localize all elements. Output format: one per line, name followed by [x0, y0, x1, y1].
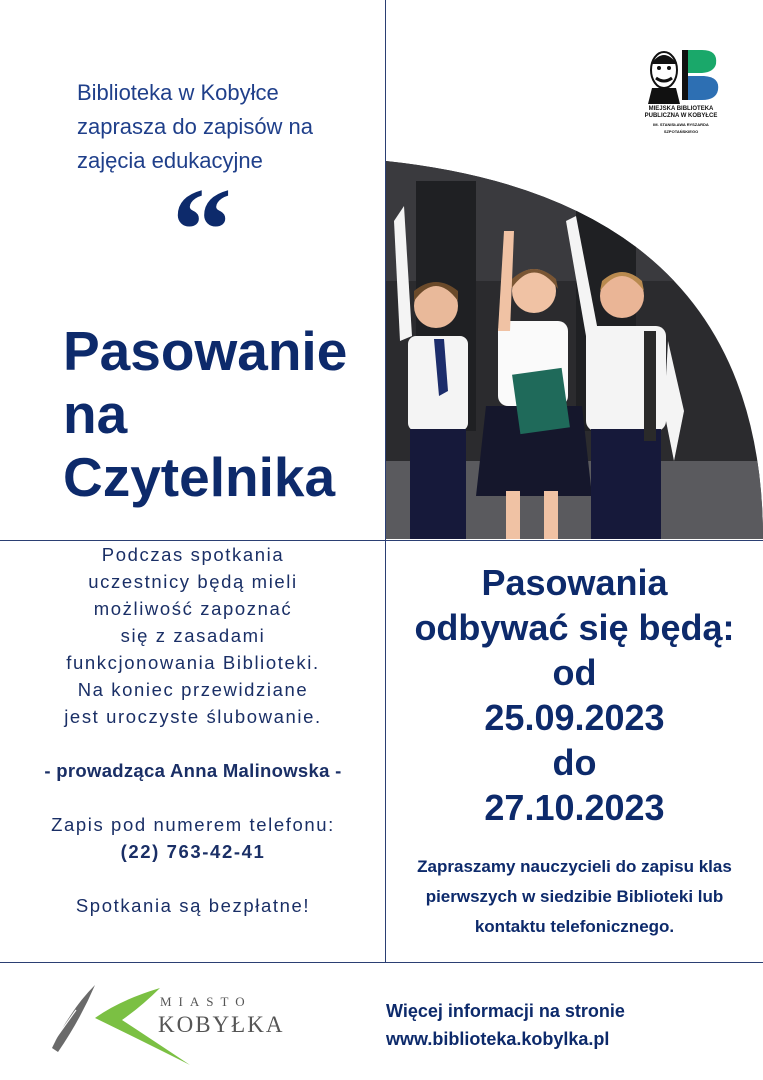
city-logo	[50, 980, 310, 1070]
intro-line: Biblioteka w Kobyłce	[77, 80, 279, 105]
phone-number: (22) 763-42-41	[120, 841, 266, 862]
city-logo-small: MIASTO	[160, 994, 252, 1009]
library-logo-line2: PUBLICZNA W KOBYŁCE	[644, 113, 718, 119]
more-info	[386, 997, 625, 1053]
website-link[interactable]: www.biblioteka.kobylka.pl	[386, 1029, 610, 1049]
description-line: możliwość zapoznać	[93, 598, 293, 619]
description-line: Podczas spotkania	[101, 544, 285, 565]
date-from: 25.09.2023	[484, 697, 665, 738]
more-info-label: Więcej informacji na stronie	[386, 1001, 625, 1021]
library-logo-line3: IM. STANISŁAWA RYSZARDA SZPOTAŃSKIEGO	[653, 122, 709, 134]
description-line: jest uroczyste ślubowanie.	[64, 706, 322, 727]
divider-footer	[0, 962, 763, 963]
title-line: Pasowanie	[63, 320, 348, 382]
library-logo-line1: MIEJSKA BIBLIOTEKA	[648, 106, 714, 112]
date-from-label: od	[552, 652, 597, 693]
invite-line: Zapraszamy nauczycieli do zapisu klas	[417, 857, 732, 876]
quote-mark: “	[172, 163, 232, 296]
description-block	[0, 541, 386, 919]
date-to: 27.10.2023	[484, 787, 665, 828]
signup-label: Zapis pod numerem telefonu:	[51, 814, 335, 835]
library-logo-icon	[636, 44, 726, 106]
description-line: Na koniec przewidziane	[77, 679, 309, 700]
dates-heading-line1: Pasowania	[481, 562, 668, 603]
children-photo	[386, 161, 763, 539]
title-line: na	[63, 383, 128, 445]
event-title	[63, 320, 383, 509]
invite-line: kontaktu telefonicznego.	[474, 917, 675, 936]
teacher-invite	[386, 852, 763, 942]
description-line: uczestnicy będą mieli	[88, 571, 298, 592]
invite-line: pierwszych w siedzibie Biblioteki lub	[425, 887, 724, 906]
title-line: Czytelnika	[63, 446, 336, 508]
free-note: Spotkania są bezpłatne!	[75, 895, 311, 916]
intro-line: zajęcia edukacyjne	[77, 148, 263, 173]
intro-line: zaprasza do zapisów na	[77, 114, 314, 139]
leader-name: - prowadząca Anna Malinowska -	[44, 760, 342, 781]
dates-block	[386, 560, 763, 830]
dates-heading-line2: odbywać się będą:	[414, 607, 735, 648]
description-line: funkcjonowania Biblioteki.	[66, 652, 320, 673]
description-line: się z zasadami	[120, 625, 266, 646]
date-to-label: do	[552, 742, 597, 783]
city-logo-big: KOBYŁKA	[158, 1012, 285, 1037]
library-logo	[636, 44, 726, 134]
